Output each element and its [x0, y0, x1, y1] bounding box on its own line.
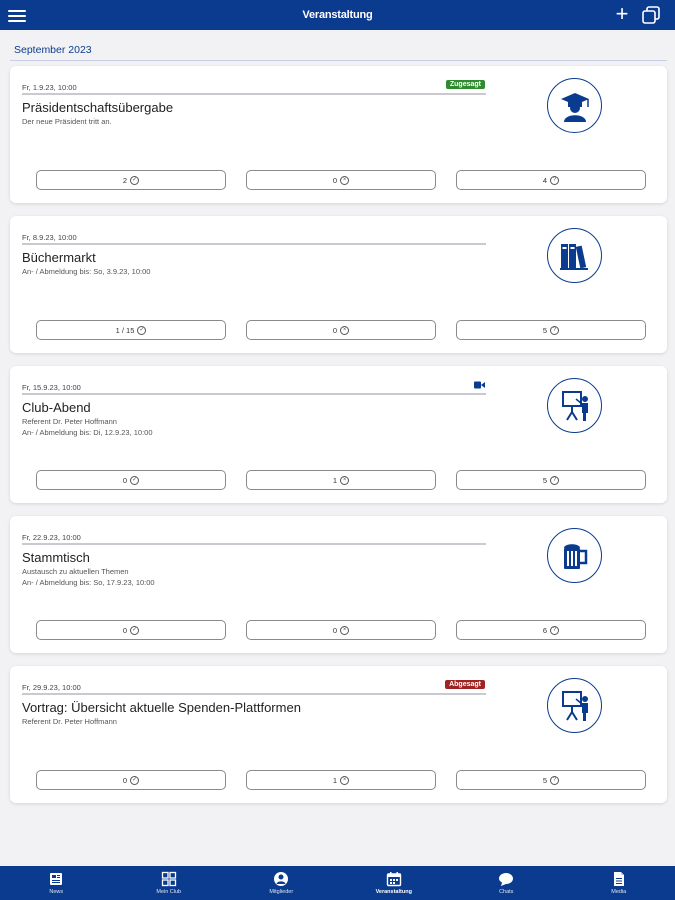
event-description: Austausch zu aktuellen Themen: [22, 567, 129, 576]
response-buttons: [36, 620, 646, 640]
event-title: Club-Abend: [22, 400, 91, 415]
month-divider: [10, 60, 667, 61]
page-title: Veranstaltung: [302, 9, 373, 21]
accept-button[interactable]: [36, 770, 226, 790]
response-buttons: [36, 170, 646, 190]
cross-icon: ×: [340, 326, 349, 335]
presentation-icon: [557, 388, 593, 424]
accept-button[interactable]: [36, 470, 226, 490]
event-card[interactable]: [10, 666, 667, 803]
accept-button[interactable]: [36, 320, 226, 340]
response-buttons: [36, 470, 646, 490]
add-icon[interactable]: +: [615, 1, 629, 26]
event-title: Büchermarkt: [22, 250, 96, 265]
accept-count: 2: [122, 175, 128, 185]
person-icon: [273, 871, 289, 887]
nav-veranstaltung[interactable]: [338, 866, 451, 900]
decline-count: 1: [332, 775, 338, 785]
accept-count: 1 / 15: [115, 325, 135, 335]
video-icon: [474, 381, 485, 389]
pending-count: 5: [542, 325, 548, 335]
cross-icon: ×: [340, 176, 349, 185]
nav-label: News: [49, 889, 64, 895]
pending-button[interactable]: [456, 470, 646, 490]
news-icon: [48, 871, 64, 887]
nav-mitglieder[interactable]: [225, 866, 338, 900]
nav-mein-club[interactable]: [113, 866, 226, 900]
response-buttons: [36, 320, 646, 340]
decline-button[interactable]: [246, 170, 436, 190]
event-date: Fr, 29.9.23, 10:00: [22, 683, 81, 692]
pending-count: 6: [542, 625, 548, 635]
event-date: Fr, 1.9.23, 10:00: [22, 83, 77, 92]
grid-icon: [161, 871, 177, 887]
event-date: Fr, 8.9.23, 10:00: [22, 233, 77, 242]
divider: [22, 543, 486, 545]
question-icon: ?: [550, 626, 559, 635]
event-title: Vortrag: Übersicht aktuelle Spenden-Plattformen: [22, 700, 301, 715]
decline-button[interactable]: [246, 320, 436, 340]
nav-label: Mein Club: [156, 889, 182, 895]
decline-button[interactable]: [246, 770, 436, 790]
response-buttons: [36, 770, 646, 790]
accept-button[interactable]: [36, 170, 226, 190]
presentation-icon: [557, 688, 593, 724]
top-bar: [0, 0, 675, 30]
event-speaker: Referent Dr. Peter Hoffmann: [22, 417, 117, 426]
bottom-navigation: [0, 866, 675, 900]
pending-button[interactable]: [456, 170, 646, 190]
event-deadline: An- / Abmeldung bis: Di, 12.9.23, 10:00: [22, 428, 153, 437]
cross-icon: ×: [340, 626, 349, 635]
event-date: Fr, 15.9.23, 10:00: [22, 383, 81, 392]
file-icon: [611, 871, 627, 887]
check-icon: ✓: [139, 326, 145, 333]
decline-count: 1: [332, 475, 338, 485]
copy-icon[interactable]: [642, 6, 660, 24]
nav-media[interactable]: [563, 866, 675, 900]
check-icon: ✓: [132, 626, 138, 633]
event-emblem: [547, 528, 602, 583]
accept-count: 0: [122, 475, 128, 485]
event-title: Präsidentschaftsübergabe: [22, 100, 174, 115]
decline-count: 0: [332, 325, 338, 335]
nav-news[interactable]: [0, 866, 113, 900]
divider: [22, 93, 486, 95]
event-emblem: [547, 378, 602, 433]
event-description: Der neue Präsident tritt an.: [22, 117, 112, 126]
event-deadline: An- / Abmeldung bis: So, 17.9.23, 10:00: [22, 578, 155, 587]
event-date: Fr, 22.9.23, 10:00: [22, 533, 81, 542]
decline-button[interactable]: [246, 620, 436, 640]
pending-button[interactable]: [456, 620, 646, 640]
cross-icon: ×: [340, 776, 349, 785]
pending-count: 5: [542, 475, 548, 485]
pending-count: 4: [542, 175, 548, 185]
nav-label: Chats: [499, 889, 514, 895]
status-badge: Zugesagt: [446, 80, 485, 89]
beer-mug-icon: [558, 539, 592, 573]
decline-count: 0: [332, 625, 338, 635]
status-badge: Abgesagt: [445, 680, 485, 689]
event-deadline: An- / Abmeldung bis: So, 3.9.23, 10:00: [22, 267, 151, 276]
calendar-icon: [386, 871, 402, 887]
menu-icon[interactable]: [8, 7, 26, 23]
chat-icon: [498, 871, 514, 887]
pending-button[interactable]: [456, 770, 646, 790]
question-icon: ?: [550, 776, 559, 785]
accept-button[interactable]: [36, 620, 226, 640]
question-icon: ?: [550, 176, 559, 185]
event-emblem: [547, 78, 602, 133]
divider: [22, 243, 486, 245]
event-speaker: Referent Dr. Peter Hoffmann: [22, 717, 117, 726]
nav-label: Mitglieder: [269, 889, 294, 895]
divider: [22, 393, 486, 395]
decline-count: 0: [332, 175, 338, 185]
accept-count: 0: [122, 775, 128, 785]
event-emblem: [547, 678, 602, 733]
question-icon: ?: [550, 476, 559, 485]
books-icon: [558, 239, 592, 273]
divider: [22, 693, 486, 695]
event-card[interactable]: [10, 216, 667, 353]
pending-button[interactable]: [456, 320, 646, 340]
decline-button[interactable]: [246, 470, 436, 490]
event-title: Stammtisch: [22, 550, 90, 565]
cross-icon: ×: [340, 476, 349, 485]
check-icon: ✓: [132, 476, 138, 483]
nav-chats[interactable]: [450, 866, 563, 900]
accept-count: 0: [122, 625, 128, 635]
event-card[interactable]: [10, 516, 667, 653]
graduate-icon: [558, 89, 592, 123]
month-heading: September 2023: [14, 44, 92, 56]
check-icon: ✓: [132, 776, 138, 783]
event-card[interactable]: [10, 66, 667, 203]
nav-label: Media: [611, 889, 627, 895]
event-emblem: [547, 228, 602, 283]
question-icon: ?: [550, 326, 559, 335]
event-card[interactable]: [10, 366, 667, 503]
check-icon: ✓: [132, 176, 138, 183]
pending-count: 5: [542, 775, 548, 785]
nav-label: Veranstaltung: [375, 889, 412, 895]
